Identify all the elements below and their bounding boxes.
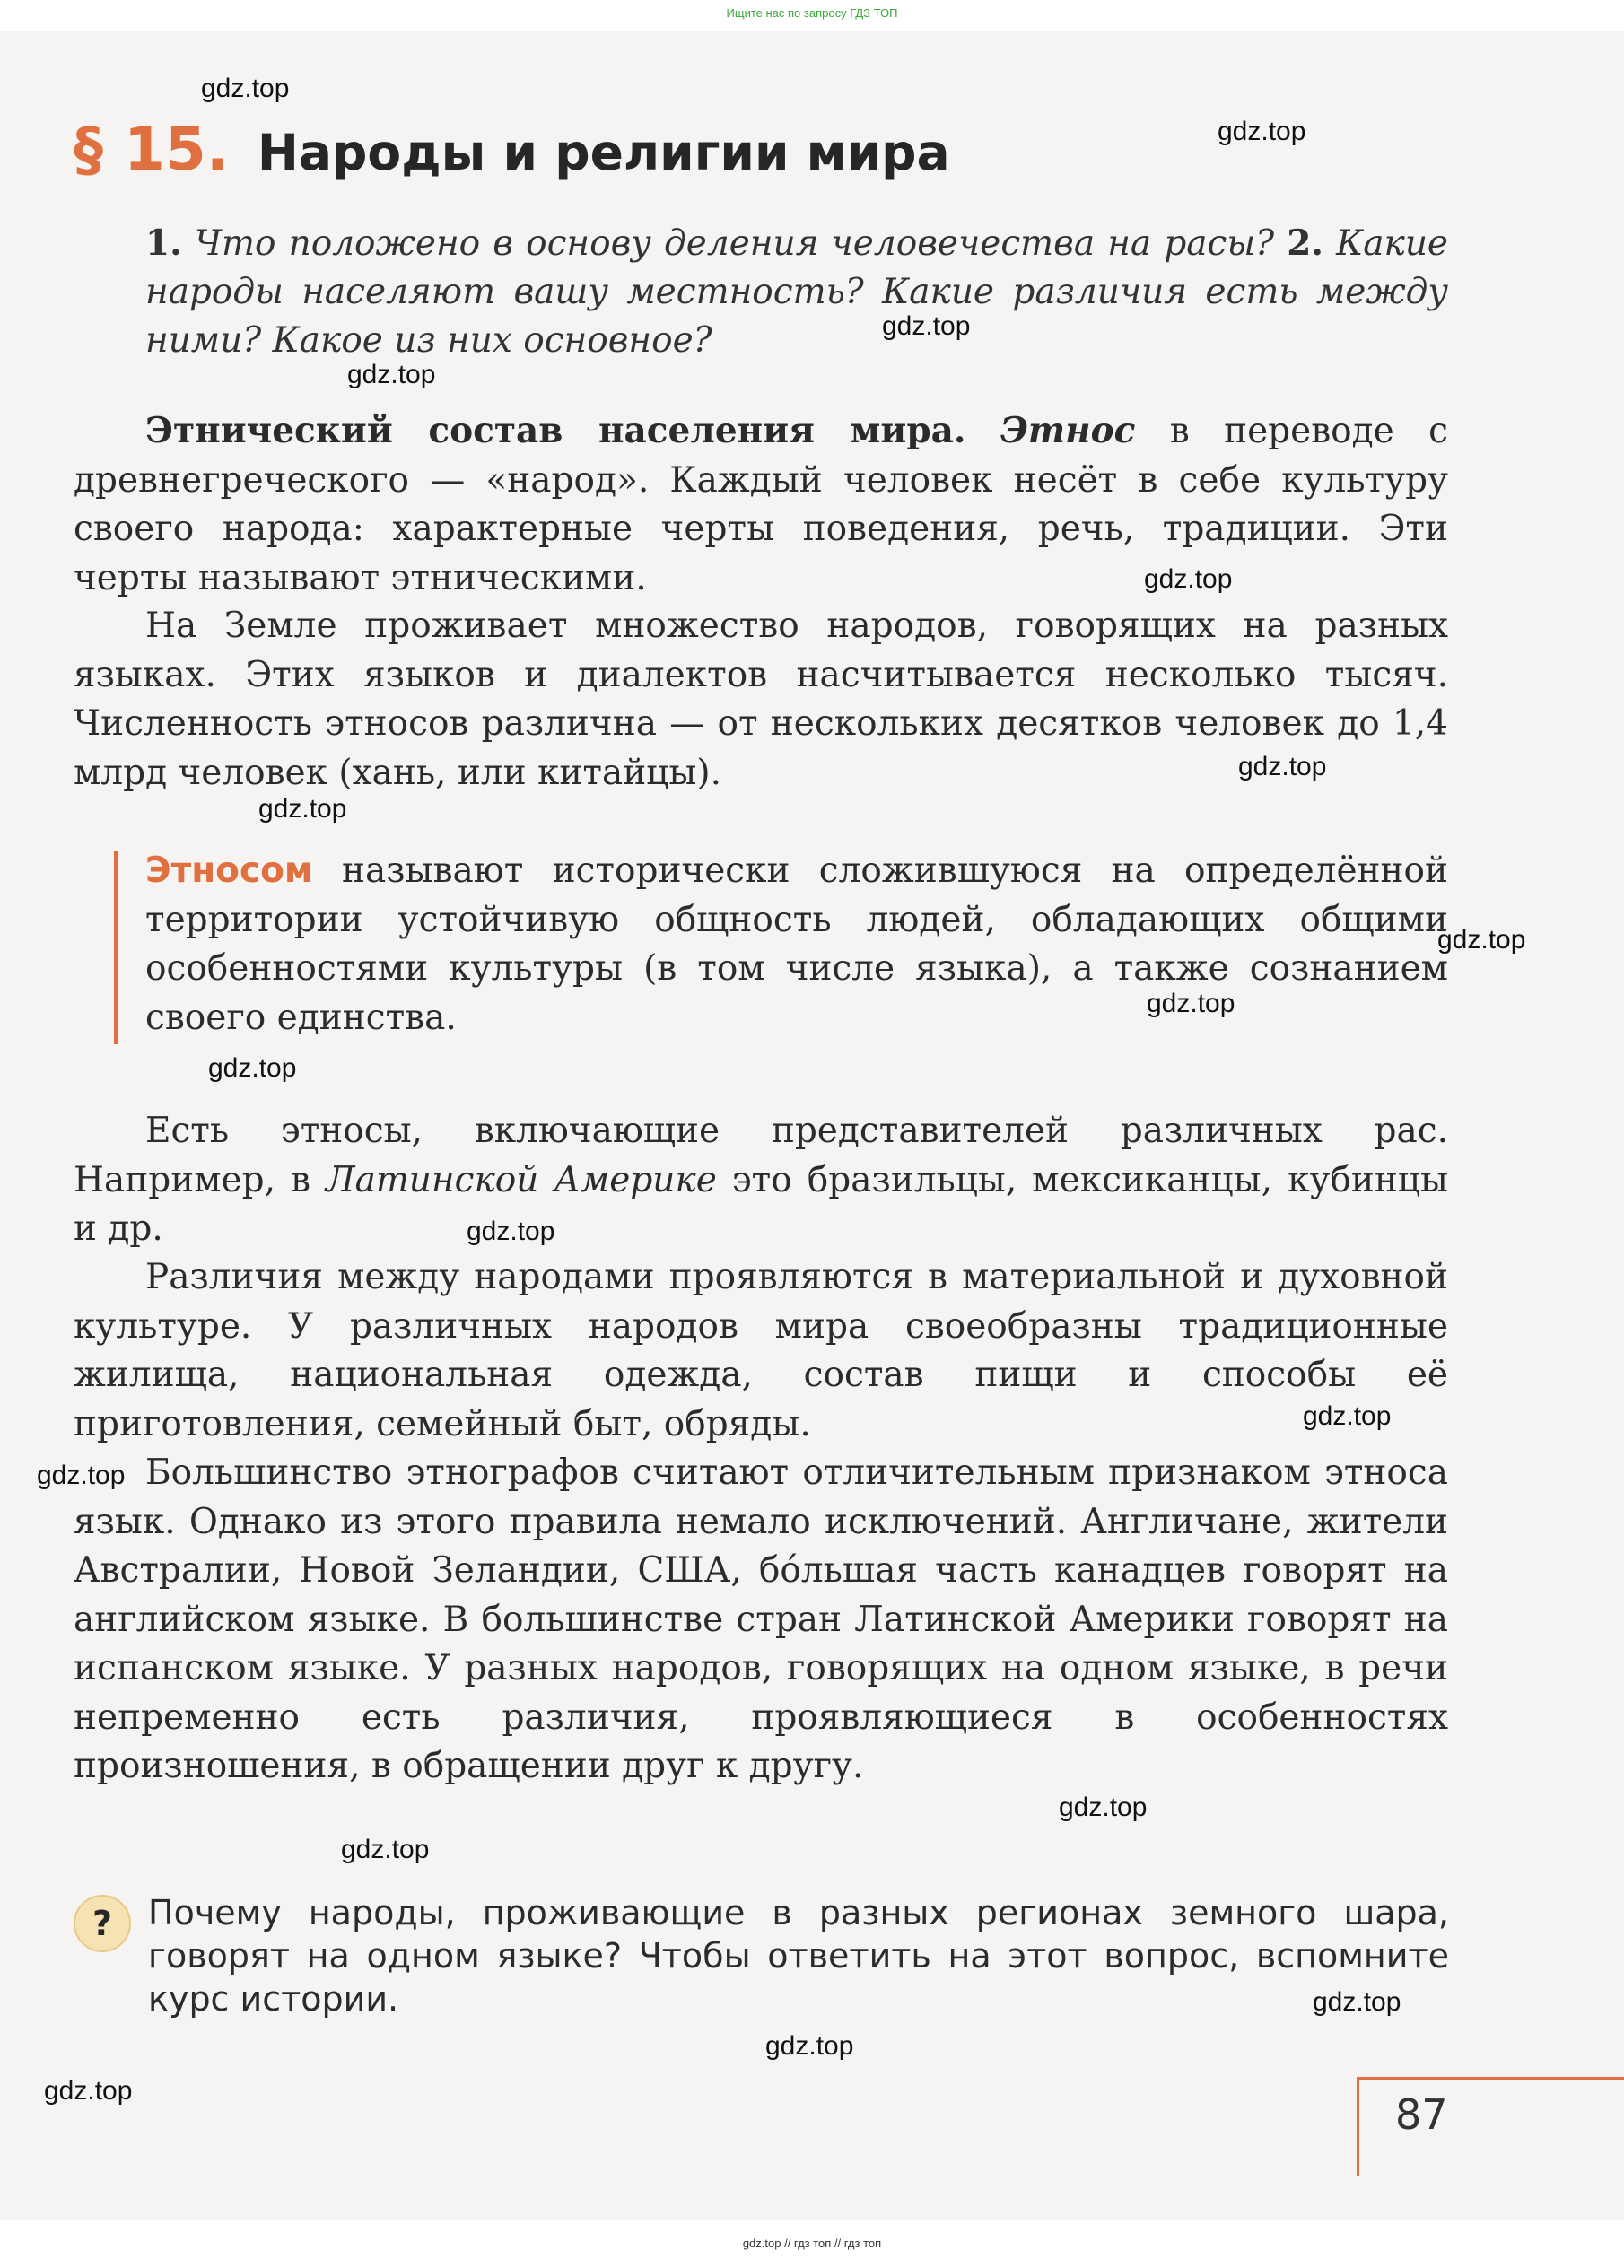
definition-bar xyxy=(114,850,118,1044)
paragraph-text: Различия между народами проявляются в материальной и духовной культуре. У различных народов мира своеобразны традиционные жилища, национальная одежда, состав пищи и способы её приготовления, семейный быт, обряды. xyxy=(74,1257,1448,1444)
page-number-divider xyxy=(1357,2077,1359,2176)
paragraph-text: Есть этносы, включающие представителей различных рас. Например, в xyxy=(74,1111,1448,1200)
watermark: gdz.top xyxy=(1238,752,1327,781)
q1-number: 1. xyxy=(145,222,182,264)
watermark: gdz.top xyxy=(347,360,436,389)
intro-questions xyxy=(145,219,1448,365)
watermark: gdz.top xyxy=(1059,1793,1148,1822)
top-banner: Ищите нас по запросу ГДЗ ТОП xyxy=(0,0,1624,31)
question-icon: ? xyxy=(74,1895,131,1952)
watermark: gdz.top xyxy=(208,1053,297,1083)
paragraph-ethnic-composition xyxy=(74,406,1448,603)
watermark: gdz.top xyxy=(882,311,971,341)
watermark: gdz.top xyxy=(1303,1401,1392,1431)
watermark: gdz.top xyxy=(467,1217,555,1246)
paragraph-text: На Земле проживает множество народов, говорящих на разных языках. Этих языков и диалектов насчитывается несколько тысяч. Численность этносов различна — от нескольких десятков человек до 1,4 млрд человек (хань, или китайцы). xyxy=(74,606,1448,793)
section-title: Народы и религии мира xyxy=(257,124,950,181)
definition-block xyxy=(145,847,1448,1042)
watermark: gdz.top xyxy=(44,2076,133,2106)
watermark: gdz.top xyxy=(258,794,347,824)
watermark: gdz.top xyxy=(1313,1987,1401,2017)
page-number-rule xyxy=(1357,2077,1624,2080)
bottom-banner: gdz.top // гдз топ // гдз топ xyxy=(0,2220,1624,2260)
watermark: gdz.top xyxy=(765,2031,854,2061)
paragraph-races xyxy=(74,1107,1448,1254)
watermark: gdz.top xyxy=(201,74,290,103)
q1-text: Что положено в основу деления человечества на расы? xyxy=(194,223,1275,264)
definition-text: называют исторически сложившуюся на определённой территории устойчивую общность людей, обладающих общими особенностями культуры (в том числе языка), а также сознанием своего единства. xyxy=(145,850,1448,1038)
section-number: § 15. xyxy=(74,115,229,184)
watermark: gdz.top xyxy=(1147,989,1235,1018)
q2-number: 2. xyxy=(1287,222,1323,264)
paragraph-text: это бразильцы, мексиканцы, кубинцы и др. xyxy=(74,1159,1448,1249)
term-ethnos: Этнос xyxy=(1000,410,1136,451)
watermark: gdz.top xyxy=(1437,925,1526,955)
latin-america-term: Латинской Америке xyxy=(326,1159,717,1200)
watermark: gdz.top xyxy=(37,1461,126,1490)
page-number: 87 xyxy=(1395,2090,1448,2139)
paragraph-text: Большинство этнографов считают отличительным признаком этноса язык. Однако из этого правила немало исключений. Англичане, жители Австралии, Новой Зеландии, США, бóльшая часть канадцев говорят на английском языке. В большинстве стран Латинской Америки говорят на испанском языке. У разных народов, говорящих на одном языке, в речи непременно есть различия, проявляющиеся в особенностях произношения, в обращении друг к другу. xyxy=(74,1452,1448,1786)
watermark: gdz.top xyxy=(1218,117,1306,146)
watermark: gdz.top xyxy=(341,1835,430,1864)
paragraph-text: в переводе с древнегреческого — «народ». Каждый человек несёт в себе культуру своего народа: характерные черты поведения, речь, традиции. Эти черты называют этническими. xyxy=(74,411,1448,598)
paragraph-culture-differences xyxy=(74,1253,1448,1449)
q2-text: Какие народы населяют вашу местность? Какие различия есть между ними? Какое из них основное? xyxy=(145,223,1449,361)
definition-term: Этносом xyxy=(145,850,313,891)
section-heading xyxy=(74,115,950,184)
watermark: gdz.top xyxy=(1144,564,1233,594)
paragraph-language xyxy=(74,1449,1448,1792)
subsection-heading: Этнический состав населения мира. xyxy=(145,410,966,451)
question-text: Почему народы, проживающие в разных регионах земного шара, говорят на одном языке? Чтобы ответить на этот вопрос, вспомните курс истории. xyxy=(148,1893,1449,2019)
